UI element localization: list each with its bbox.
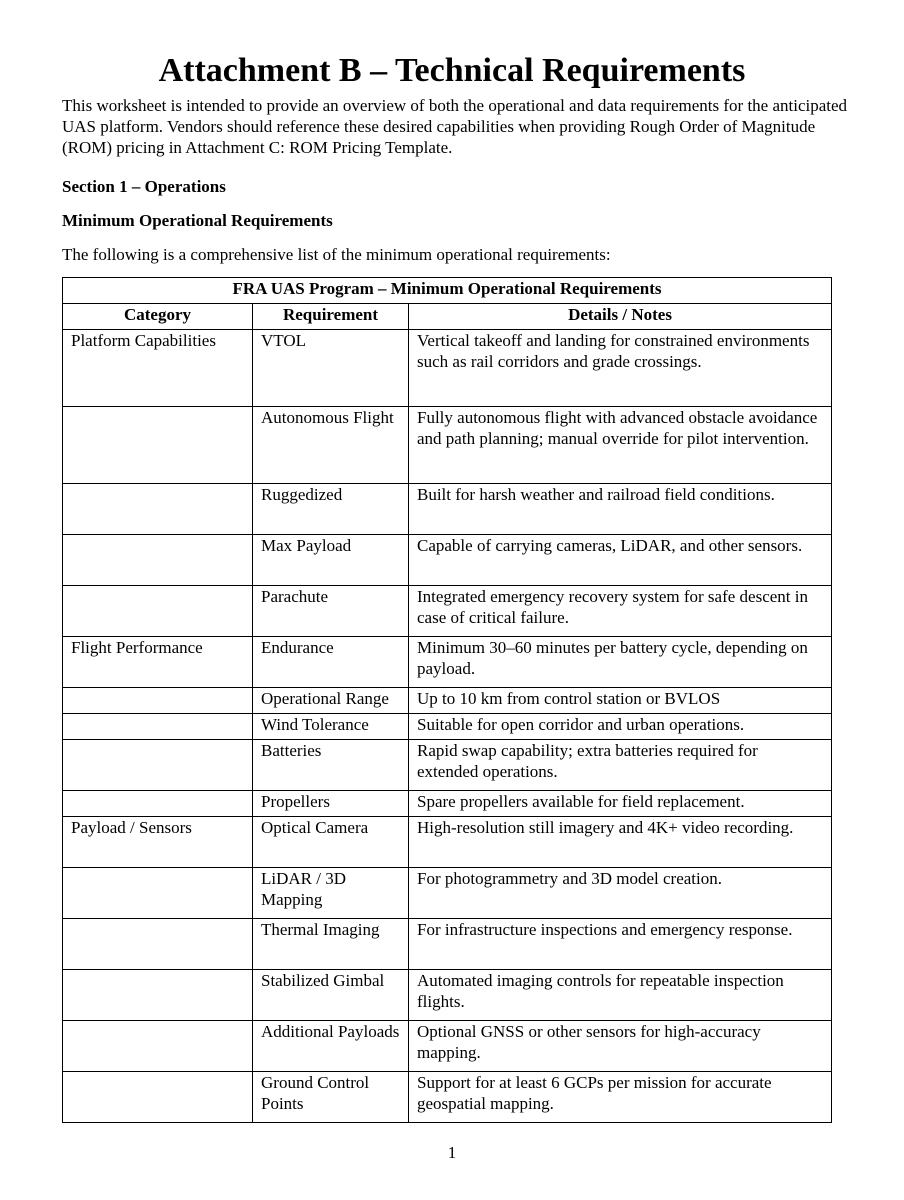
cell-details: Support for at least 6 GCPs per mission for accurate geospatial mapping. bbox=[409, 1072, 832, 1123]
cell-category bbox=[63, 586, 253, 637]
cell-requirement: Max Payload bbox=[253, 535, 409, 586]
cell-details: For photogrammetry and 3D model creation. bbox=[409, 868, 832, 919]
cell-requirement: Ruggedized bbox=[253, 484, 409, 535]
cell-requirement: Stabilized Gimbal bbox=[253, 970, 409, 1021]
cell-category bbox=[63, 535, 253, 586]
column-header-requirement: Requirement bbox=[253, 304, 409, 330]
cell-details: Vertical takeoff and landing for constrained environments such as rail corridors and grade crossings. bbox=[409, 330, 832, 407]
cell-details: For infrastructure inspections and emergency response. bbox=[409, 919, 832, 970]
table-row bbox=[63, 868, 832, 919]
cell-details: Capable of carrying cameras, LiDAR, and other sensors. bbox=[409, 535, 832, 586]
cell-requirement: Autonomous Flight bbox=[253, 407, 409, 484]
table-row bbox=[63, 688, 832, 714]
cell-requirement: Optical Camera bbox=[253, 817, 409, 868]
cell-details: High-resolution still imagery and 4K+ video recording. bbox=[409, 817, 832, 868]
table-row bbox=[63, 714, 832, 740]
cell-requirement: LiDAR / 3D Mapping bbox=[253, 868, 409, 919]
cell-category bbox=[63, 484, 253, 535]
table-row bbox=[63, 484, 832, 535]
cell-category: Platform Capabilities bbox=[63, 330, 253, 407]
intro-paragraph: This worksheet is intended to provide an overview of both the operational and data requirements for the anticipated UAS platform. Vendors should reference these desired capabilities when providing Rough Order of Magnitude (ROM) pricing in Attachment C: ROM Pricing Template. bbox=[62, 96, 848, 157]
table-row bbox=[63, 535, 832, 586]
column-header-category: Category bbox=[63, 304, 253, 330]
table-row bbox=[63, 740, 832, 791]
table-row bbox=[63, 1072, 832, 1123]
subsection-heading: Minimum Operational Requirements bbox=[62, 211, 333, 230]
table-row bbox=[63, 407, 832, 484]
cell-category bbox=[63, 688, 253, 714]
cell-details: Built for harsh weather and railroad field conditions. bbox=[409, 484, 832, 535]
cell-category bbox=[63, 740, 253, 791]
cell-category: Payload / Sensors bbox=[63, 817, 253, 868]
section-heading: Section 1 – Operations bbox=[62, 177, 226, 196]
cell-category bbox=[63, 868, 253, 919]
cell-requirement: Endurance bbox=[253, 637, 409, 688]
cell-category bbox=[63, 791, 253, 817]
cell-requirement: Wind Tolerance bbox=[253, 714, 409, 740]
cell-details: Spare propellers available for field replacement. bbox=[409, 791, 832, 817]
cell-requirement: Thermal Imaging bbox=[253, 919, 409, 970]
table-row bbox=[63, 817, 832, 868]
cell-details: Up to 10 km from control station or BVLOS bbox=[409, 688, 832, 714]
table-row bbox=[63, 1021, 832, 1072]
cell-category bbox=[63, 970, 253, 1021]
cell-requirement: VTOL bbox=[253, 330, 409, 407]
table-row bbox=[63, 919, 832, 970]
cell-details: Suitable for open corridor and urban operations. bbox=[409, 714, 832, 740]
lead-sentence: The following is a comprehensive list of the minimum operational requirements: bbox=[62, 245, 611, 264]
requirements-table bbox=[62, 277, 832, 1123]
cell-category: Flight Performance bbox=[63, 637, 253, 688]
cell-requirement: Operational Range bbox=[253, 688, 409, 714]
cell-category bbox=[63, 1072, 253, 1123]
cell-details: Automated imaging controls for repeatable inspection flights. bbox=[409, 970, 832, 1021]
cell-category bbox=[63, 1021, 253, 1072]
cell-requirement: Propellers bbox=[253, 791, 409, 817]
cell-requirement: Ground Control Points bbox=[253, 1072, 409, 1123]
cell-category bbox=[63, 407, 253, 484]
cell-details: Rapid swap capability; extra batteries required for extended operations. bbox=[409, 740, 832, 791]
table-row bbox=[63, 791, 832, 817]
cell-category bbox=[63, 919, 253, 970]
page-number: 1 bbox=[447, 1143, 457, 1162]
cell-details: Fully autonomous flight with advanced obstacle avoidance and path planning; manual override for pilot intervention. bbox=[409, 407, 832, 484]
table-row bbox=[63, 637, 832, 688]
table-row bbox=[63, 586, 832, 637]
table-caption: FRA UAS Program – Minimum Operational Requirements bbox=[63, 278, 832, 304]
cell-details: Minimum 30–60 minutes per battery cycle, depending on payload. bbox=[409, 637, 832, 688]
cell-requirement: Additional Payloads bbox=[253, 1021, 409, 1072]
cell-requirement: Batteries bbox=[253, 740, 409, 791]
cell-details: Integrated emergency recovery system for safe descent in case of critical failure. bbox=[409, 586, 832, 637]
table-row bbox=[63, 330, 832, 407]
cell-category bbox=[63, 714, 253, 740]
table-row bbox=[63, 970, 832, 1021]
column-header-details: Details / Notes bbox=[409, 304, 832, 330]
cell-requirement: Parachute bbox=[253, 586, 409, 637]
page-title: Attachment B – Technical Requirements bbox=[158, 52, 746, 89]
cell-details: Optional GNSS or other sensors for high-accuracy mapping. bbox=[409, 1021, 832, 1072]
